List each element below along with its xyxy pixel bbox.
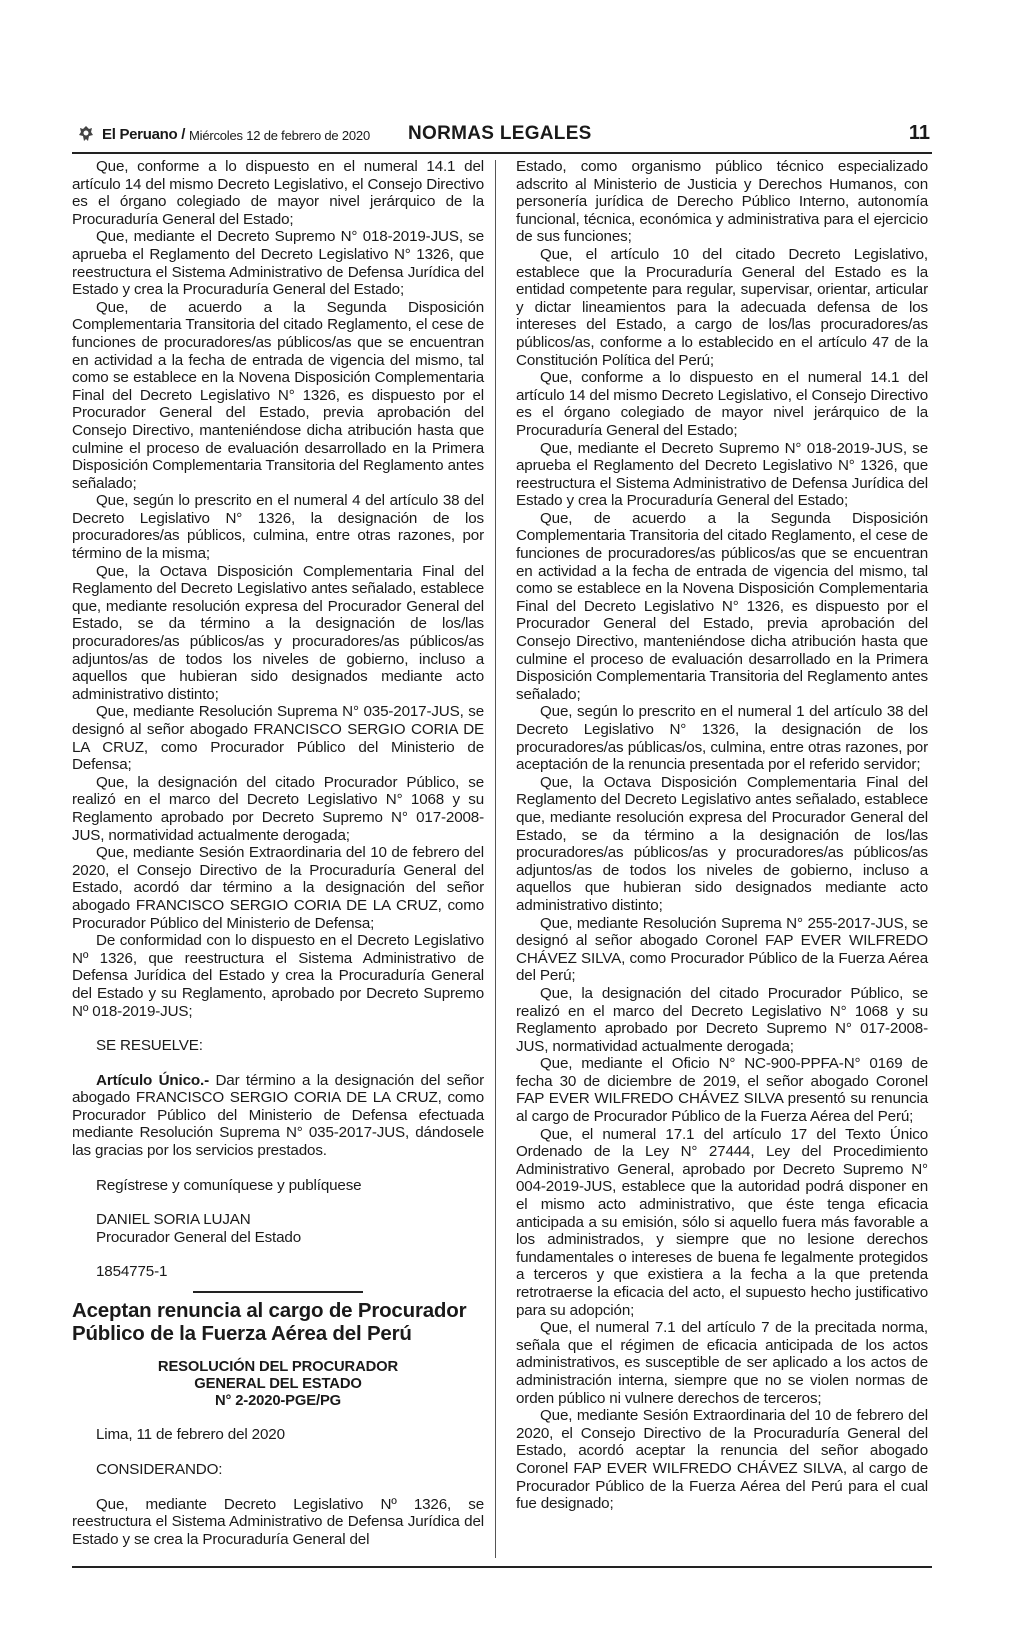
paragraph: Que, mediante Decreto Legislativo Nº 1326, se reestructura el Sistema Administrativo de Defensa Jurídica del Estado y se crea la Procuraduría General del	[72, 1495, 484, 1548]
section-title: NORMAS LEGALES	[408, 123, 592, 144]
resolution-heading-line: RESOLUCIÓN DEL PROCURADOR	[157, 1359, 399, 1376]
paragraph: Que, mediante Sesión Extraordinaria del 10 de febrero del 2020, el Consejo Directivo de la Procuraduría General del Estado, acordó aceptar la renuncia del señor abogado Coronel FAP EVER WILFREDO CHÁVEZ SILVA, al cargo de Procurador Público de la Fuerza Aérea del Perú para el cual fue designado;	[516, 1407, 928, 1513]
paragraph: Que, según lo prescrito en el numeral 1 del artículo 38 del Decreto Legislativo N° 1326, la designación de los procuradores/as públicas/os, culmina, entre otras razones, por aceptación de la renuncia presentada por el referido servidor;	[516, 703, 928, 774]
paragraph: Que, la designación del citado Procurador Público, se realizó en el marco del Decreto Legislativo N° 1068 y su Reglamento aprobado por Decreto Supremo N° 017-2008-JUS, normatividad actualmente derogada;	[516, 984, 928, 1055]
page-header	[72, 120, 932, 154]
paragraph: Que, mediante el Decreto Supremo N° 018-2019-JUS, se aprueba el Reglamento del Decreto Legislativo N° 1326, que reestructura el Sistema Administrativo de Defensa Jurídica del Estado y crea la Procuraduría General del Estado;	[72, 228, 484, 299]
paragraph: Que, mediante el Oficio N° NC-900-PPFA-N° 0169 de fecha 30 de diciembre de 2019, el señor abogado Coronel FAP EVER WILFREDO CHÁVEZ SILVA presentó su renuncia al cargo de Procurador Público de la Fuerza Aérea del Perú;	[516, 1055, 928, 1126]
paragraph: Que, la Octava Disposición Complementaria Final del Reglamento del Decreto Legislativo antes señalado, establece que, mediante resolución expresa del Procurador General del Estado, se da término a la designación de los/las procuradores/as públicos/as y procuradores/as públicos/as adjuntos/as de todos los niveles de gobierno, incluso a aquellos que hubieran sido designados mediante acto administrativo distinto;	[72, 562, 484, 703]
page-number: 11	[908, 122, 930, 144]
paragraph: Que, conforme a lo dispuesto en el numeral 14.1 del artículo 14 del mismo Decreto Legislativo, el Consejo Directivo es el órgano colegiado de mayor nivel jerárquico de la Procuraduría General del Estado;	[72, 158, 484, 228]
paragraph: Que, mediante el Decreto Supremo N° 018-2019-JUS, se aprueba el Reglamento del Decreto Legislativo N° 1326, que reestructura el Sistema Administrativo de Defensa Jurídica del Estado y crea la Procuraduría General del Estado;	[516, 439, 928, 510]
paragraph: Que, conforme a lo dispuesto en el numeral 14.1 del artículo 14 del mismo Decreto Legislativo, el Consejo Directivo es el órgano colegiado de mayor nivel jerárquico de la Procuraduría General del Estado;	[516, 369, 928, 439]
resolves-heading: SE RESUELVE:	[96, 1037, 203, 1055]
place-date: Lima, 11 de febrero del 2020	[96, 1426, 285, 1444]
right-column	[516, 158, 928, 1513]
resolution-number: N° 2-2020-PGE/PG	[214, 1392, 342, 1409]
considering-heading: CONSIDERANDO:	[96, 1461, 223, 1479]
footer-rule	[72, 1566, 932, 1568]
paragraph: Que, mediante Resolución Suprema N° 255-2017-JUS, se designó al señor abogado Coronel FAP EVER WILFREDO CHÁVEZ SILVA, como Procurador Público de la Fuerza Aérea del Perú;	[516, 914, 928, 985]
left-column	[72, 158, 484, 1548]
closing-formula: Regístrese y comuníquese y publíquese	[96, 1176, 362, 1194]
national-seal-icon	[76, 124, 96, 144]
paragraph: Que, la Octava Disposición Complementaria Final del Reglamento del Decreto Legislativo antes señalado, establece que, mediante resolución expresa del Procurador General del Estado, se da término a la designación de los/las procuradores/as públicos/as y procuradores/as públicos/as adjuntos/as de todos los niveles de gobierno, incluso a aquellos que hubieran sido designados mediante acto administrativo distinto;	[516, 773, 928, 914]
paragraph: Que, el numeral 17.1 del artículo 17 del Texto Único Ordenado de la Ley N° 27444, Ley del Procedimiento Administrativo General, aprobado por Decreto Supremo N° 004-2019-JUS, establece que la autoridad podrá disponer en el mismo acto administrativo, que éste tenga eficacia anticipada a su emisión, sólo si aquello fuera más favorable a los administrados, y siempre que no lesione derechos fundamentales o intereses de buena fe legalmente protegidos a terceros y que existiera a la fecha a la que pretenda retrotraerse la eficacia del acto, el supuesto hecho justificativo para su adopción;	[516, 1125, 928, 1319]
article-paragraph	[72, 1072, 484, 1160]
paragraph: Que, según lo prescrito en el numeral 4 del artículo 38 del Decreto Legislativo N° 1326, la designación de los procuradores/as públicos, culmina, entre otras razones, por término de la misma;	[72, 492, 484, 563]
article-label: Artículo Único.-	[96, 1071, 210, 1089]
paragraph: Que, de acuerdo a la Segunda Disposición Complementaria Transitoria del citado Reglamento, el cese de funciones de procuradores/as públicos/as que se encuentran en actividad a la fecha de entrada de vigencia del mismo, tal como se establece en la Novena Disposición Complementaria Final del Decreto Legislativo N° 1326, es dispuesto por el Procurador General del Estado, previa aprobación del Consejo Directivo, manteniéndose dicha atribución hasta que culmine el proceso de evaluación desarrollado en la Primera Disposición Complementaria Transitoria del Reglamento antes señalado;	[516, 509, 928, 703]
paragraph: Que, la designación del citado Procurador Público, se realizó en el marco del Decreto Legislativo N° 1068 y su Reglamento aprobado por Decreto Supremo N° 017-2008-JUS, normatividad actualmente derogada;	[72, 773, 484, 844]
paragraph: De conformidad con lo dispuesto en el Decreto Legislativo Nº 1326, que reestructura el Sistema Administrativo de Defensa Jurídica del Estado y crea la Procuraduría General del Estado y su Reglamento, aprobado por Decreto Supremo Nº 018-2019-JUS;	[72, 932, 484, 1020]
paragraph: Que, mediante Resolución Suprema N° 035-2017-JUS, se designó al señor abogado FRANCISCO SERGIO CORIA DE LA CRUZ, como Procurador Público del Ministerio de Defensa;	[72, 703, 484, 774]
column-divider	[495, 160, 496, 1558]
article-title: Aceptan renuncia al cargo de Procurador Público de la Fuerza Aérea del Perú	[72, 1299, 467, 1346]
paragraph: Que, mediante Sesión Extraordinaria del 10 de febrero del 2020, el Consejo Directivo de la Procuraduría General del Estado, acordó dar término a la designación del señor abogado FRANCISCO SERGIO CORIA DE LA CRUZ, como Procurador Público del Ministerio de Defensa;	[72, 844, 484, 932]
newspaper-name: El Peruano /	[102, 126, 186, 143]
resolution-heading-line: GENERAL DEL ESTADO	[194, 1375, 362, 1392]
article-text: Dar término a la designación del señor abogado FRANCISCO SERGIO CORIA DE LA CRUZ, como Procurador Público del Ministerio de Defensa efectuada mediante Resolución Suprema N° 035-2017-JUS, dándosele las gracias por los servicios prestados.	[72, 1071, 484, 1160]
signer-title: Procurador General del Estado	[96, 1228, 302, 1246]
paragraph: Que, el numeral 7.1 del artículo 7 de la precitada norma, señala que el régimen de eficacia anticipada de los actos administrativos, es susceptible de ser aplicado a los actos de administración interna, siempre que no se violen normas de orden público ni vulnere derechos de terceros;	[516, 1319, 928, 1407]
section-separator	[193, 1291, 363, 1293]
publication-code: 1854775-1	[96, 1263, 168, 1281]
paragraph: Estado, como organismo público técnico especializado adscrito al Ministerio de Justicia y Derechos Humanos, con personería jurídica de Derecho Público Interno, autonomía funcional, técnica, económica y administrativa para el ejercicio de sus funciones;	[516, 158, 928, 246]
issue-date: Miércoles 12 de febrero de 2020	[189, 128, 370, 143]
signer-name: DANIEL SORIA LUJAN	[96, 1211, 251, 1229]
paragraph: Que, de acuerdo a la Segunda Disposición Complementaria Transitoria del citado Reglamento, el cese de funciones de procuradores/as públicos/as que se encuentran en actividad a la fecha de entrada de vigencia del mismo, tal como se establece en la Novena Disposición Complementaria Final del Decreto Legislativo N° 1326, es dispuesto por el Procurador General del Estado, previa aprobación del Consejo Directivo, manteniéndose dicha atribución hasta que culmine el proceso de evaluación desarrollado en la Primera Disposición Complementaria Transitoria del Reglamento antes señalado;	[72, 298, 484, 492]
paragraph: Que, el artículo 10 del citado Decreto Legislativo, establece que la Procuraduría General del Estado es la entidad competente para regular, supervisar, orientar, articular y dictar lineamientos para la adecuada defensa de los intereses del Estado, a cargo de los/las procuradores/as públicos/as, conforme a lo establecido en el artículo 47 de la Constitución Política del Perú;	[516, 245, 928, 369]
